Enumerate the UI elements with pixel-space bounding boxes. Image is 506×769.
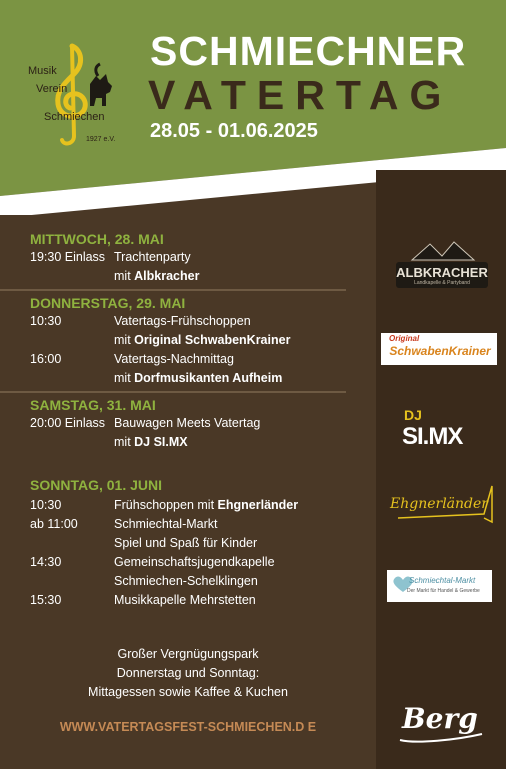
description: mit Original SchwabenKrainer (114, 333, 291, 347)
description: Gemeinschaftsjugendkapelle (114, 555, 275, 569)
description: Vatertags-Frühschoppen (114, 314, 251, 328)
schedule-row (30, 248, 370, 267)
albkracher-subtext: Landkapelle & Partyband (414, 280, 470, 286)
logo-line-2: Verein (36, 83, 68, 95)
time (30, 534, 114, 553)
schedule-row (30, 414, 370, 433)
description: Trachtenparty (114, 250, 191, 264)
time: 10:30 (30, 314, 62, 328)
day-heading-wednesday: MITTWOCH, 28. MAI (30, 231, 164, 247)
logo-year: 1927 e.V. (86, 136, 116, 143)
berg-text: Berg (402, 702, 478, 735)
divider (0, 289, 346, 291)
day-heading-saturday: SAMSTAG, 31. MAI (30, 397, 156, 413)
time: 19:30 Einlass (30, 250, 106, 264)
schedule-row (30, 312, 370, 331)
title-line-1: SCHMIECHNER (150, 28, 467, 74)
time (30, 267, 114, 286)
schedule-row (30, 331, 370, 350)
time (30, 433, 114, 452)
schedule-row (30, 496, 370, 515)
title-line-2: VATERTAG (148, 72, 453, 118)
schmiechtal-markt-subtext: Der Markt für Handel & Gewerbe (407, 588, 480, 594)
footer-line-2: Donnerstag und Sonntag: (116, 666, 260, 680)
time (30, 572, 114, 591)
ehgnerlaender-text: Ehgnerländer (390, 496, 488, 512)
schedule-row (30, 433, 370, 452)
schmiechtal-markt-text: Schmiechtal-Markt (409, 576, 476, 585)
time: 10:30 (30, 498, 62, 512)
schedule-row (30, 534, 370, 553)
description: Bauwagen Meets Vatertag (114, 416, 261, 430)
description: Frühschoppen mit Ehgnerländer (114, 498, 299, 512)
schwabenkrainer-original: Original (389, 334, 420, 343)
event-dates: 28.05 - 01.06.2025 (150, 120, 318, 142)
logo-line-1: Musik (28, 65, 57, 77)
description: Spiel und Spaß für Kinder (114, 536, 258, 550)
time (30, 369, 114, 388)
description: Musikkapelle Mehrstetten (114, 593, 256, 607)
albkracher-logo (392, 236, 492, 298)
dj-text: DJ (404, 407, 422, 423)
description: mit Dorfmusikanten Aufheim (114, 371, 283, 385)
programme (30, 230, 370, 610)
day-heading-thursday: DONNERSTAG, 29. MAI (30, 295, 186, 311)
berg-logo (396, 700, 486, 748)
description: Schmiechtal-Markt (114, 517, 218, 531)
schedule-row (30, 350, 370, 369)
time: 20:00 Einlass (30, 416, 106, 430)
time: 15:30 (30, 593, 62, 607)
schedule-row (30, 369, 370, 388)
description: mit DJ SI.MX (114, 435, 188, 449)
footer-line-1: Großer Vergnügungspark (117, 647, 259, 661)
schedule-row (30, 553, 370, 572)
description: Vatertags-Nachmittag (114, 352, 234, 366)
schwabenkrainer-text: SchwabenKrainer (389, 344, 491, 358)
time: 16:00 (30, 352, 62, 366)
schedule-row (30, 572, 370, 591)
description: mit Albkracher (114, 269, 200, 283)
schwabenkrainer-logo (381, 333, 497, 365)
schedule-row (30, 515, 370, 534)
simx-text: SI.MX (402, 423, 463, 450)
time: ab 11:00 (30, 517, 78, 531)
website-link[interactable]: WWW.VATERTAGSFEST-SCHMIECHEN.D E (59, 720, 317, 734)
dj-simx-logo (402, 405, 482, 457)
logo-line-3: Schmiechen (44, 111, 105, 123)
footer-line-3: Mittagessen sowie Kaffee & Kuchen (88, 685, 288, 699)
schmiechtal-markt-logo (387, 570, 492, 602)
time: 14:30 (30, 555, 62, 569)
albkracher-text: ALBKRACHER (396, 265, 488, 280)
description: Schmiechen-Schelklingen (114, 574, 258, 588)
schedule-row (30, 267, 370, 286)
ehgnerlaender-logo (388, 484, 496, 532)
musikverein-logo (26, 40, 136, 150)
schedule-row (30, 591, 370, 610)
divider (0, 391, 346, 393)
day-heading-sunday: SONNTAG, 01. JUNI (30, 477, 162, 493)
time (30, 331, 114, 350)
